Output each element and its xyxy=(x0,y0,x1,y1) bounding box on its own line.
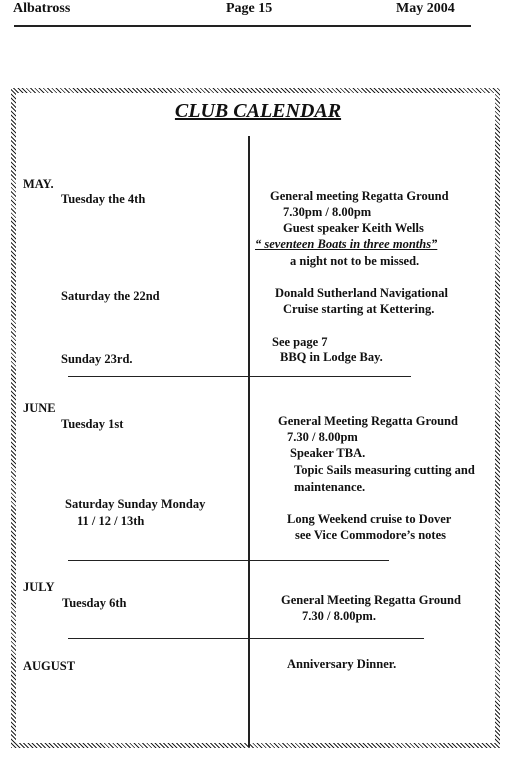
center-divider xyxy=(248,136,250,747)
month-june: JUNE xyxy=(23,401,56,415)
event-line: General meeting Regatta Ground xyxy=(270,189,449,203)
header-date: May 2004 xyxy=(396,1,455,16)
event-line: Topic Sails measuring cutting and xyxy=(294,463,475,477)
date-june-1: Tuesday 1st xyxy=(61,417,124,431)
event-line: see Vice Commodore’s notes xyxy=(295,528,447,542)
event-line: General Meeting Regatta Ground xyxy=(278,414,458,428)
section-rule-may xyxy=(68,376,411,377)
event-line: Speaker TBA. xyxy=(290,446,366,460)
month-july: JULY xyxy=(23,580,55,594)
section-rule-june xyxy=(68,560,389,561)
date-may-4: Tuesday the 4th xyxy=(61,192,146,206)
event-line: 7.30 / 8.00pm. xyxy=(302,609,376,623)
event-line: See page 7 xyxy=(272,335,328,349)
header-page-number: Page 15 xyxy=(226,1,273,16)
date-june-long-weekend-days: 11 / 12 / 13th xyxy=(77,514,145,528)
header-rule xyxy=(14,25,471,27)
event-line: BBQ in Lodge Bay. xyxy=(280,350,383,364)
date-july-6: Tuesday 6th xyxy=(62,596,127,610)
date-june-long-weekend: Saturday Sunday Monday xyxy=(65,497,206,511)
date-may-23: Sunday 23rd. xyxy=(61,352,133,366)
event-line: Guest speaker Keith Wells xyxy=(283,221,424,235)
event-line: 7.30 / 8.00pm xyxy=(287,430,358,444)
event-line: 7.30pm / 8.00pm xyxy=(283,205,372,219)
event-line: Anniversary Dinner. xyxy=(287,657,397,671)
event-talk-title: “ seventeen Boats in three months” xyxy=(255,237,438,251)
event-line: General Meeting Regatta Ground xyxy=(281,593,461,607)
event-line: maintenance. xyxy=(294,480,366,494)
event-line: Cruise starting at Kettering. xyxy=(283,302,435,316)
section-rule-july xyxy=(68,638,424,639)
header-publication: Albatross xyxy=(13,1,71,16)
month-may: MAY. xyxy=(23,177,54,191)
month-august: AUGUST xyxy=(23,659,76,673)
date-may-22: Saturday the 22nd xyxy=(61,289,160,303)
event-line: a night not to be missed. xyxy=(290,254,420,268)
event-line: Donald Sutherland Navigational xyxy=(275,286,448,300)
page-title: CLUB CALENDAR xyxy=(174,100,342,122)
event-line: Long Weekend cruise to Dover xyxy=(287,512,452,526)
